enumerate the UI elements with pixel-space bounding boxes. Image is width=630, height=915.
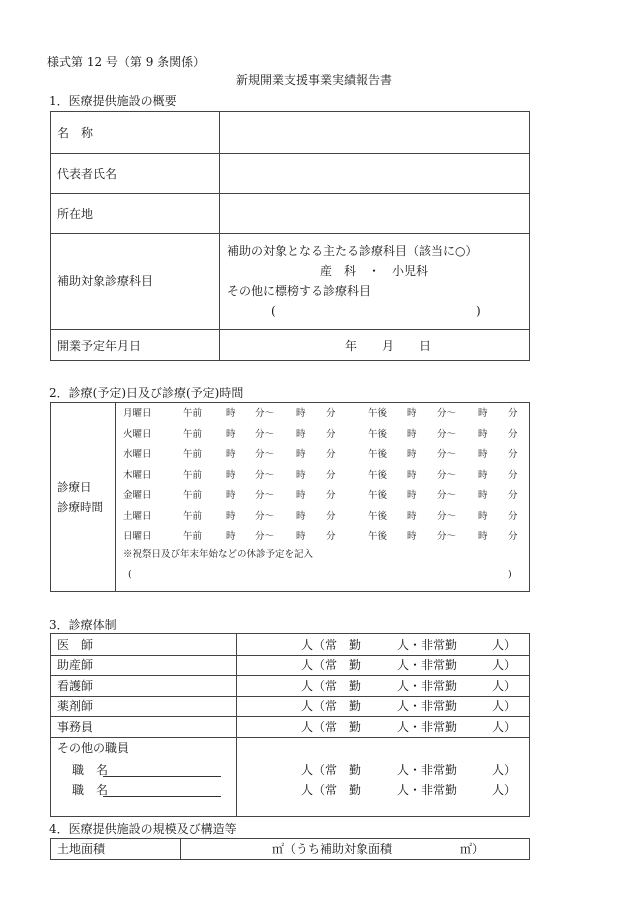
schedule-cell: 分〜 <box>255 469 275 481</box>
date-month: 月 <box>382 339 395 353</box>
schedule-cell: 時 <box>226 469 236 481</box>
schedule-cell: 時 <box>407 428 417 440</box>
page-title: 新規開業支援事業実績報告書 <box>236 73 393 87</box>
subject-paren-open: ( <box>271 304 276 318</box>
schedule-cell: 時 <box>226 408 236 419</box>
facility-name-label: 名 称 <box>57 126 94 140</box>
other-count-1-close: 人） <box>492 763 517 777</box>
staff-count-fulltime: 人（常 勤 <box>301 658 362 672</box>
staff-count-close: 人） <box>492 720 517 734</box>
staff-count-parttime: 人・非常勤 <box>397 699 458 713</box>
schedule-cell: 午前 <box>183 490 203 501</box>
date-year: 年 <box>345 339 358 353</box>
schedule-cell: 時 <box>296 490 306 501</box>
day-label: 月曜日 <box>123 408 152 419</box>
day-label: 水曜日 <box>123 449 152 460</box>
schedule-cell: 午後 <box>368 531 388 542</box>
schedule-cell: 午後 <box>368 469 388 481</box>
other-count-2-close: 人） <box>492 783 517 797</box>
section4-heading: 4．医療提供施設の規模及び構造等 <box>49 822 237 836</box>
schedule-cell: 時 <box>478 408 488 419</box>
schedule-cell: 分 <box>508 449 518 460</box>
schedule-cell: 時 <box>296 510 306 522</box>
schedule-cell: 分 <box>508 428 518 440</box>
schedule-cell: 時 <box>407 469 417 481</box>
schedule-cell: 分 <box>326 490 336 501</box>
other-staff-label: その他の職員 <box>57 741 130 755</box>
schedule-cell: 時 <box>296 428 306 440</box>
schedule-cell: 時 <box>226 428 236 440</box>
other-count-2-person: 人（常 勤 <box>301 783 362 797</box>
staff-role-label: 看護師 <box>57 679 94 693</box>
schedule-cell: 午前 <box>183 531 203 542</box>
staff-count-parttime: 人・非常勤 <box>397 638 458 652</box>
schedule-cell: 午後 <box>368 490 388 501</box>
schedule-cell: 午前 <box>183 428 203 440</box>
schedule-cell: 分〜 <box>437 531 457 542</box>
staff-count-close: 人） <box>492 679 517 693</box>
job-title-label-2: 職 名 <box>72 783 109 797</box>
schedule-cell: 分〜 <box>437 449 457 460</box>
staff-count-close: 人） <box>492 699 517 713</box>
schedule-cell: 分〜 <box>255 408 275 419</box>
schedule-cell: 分 <box>326 510 336 522</box>
schedule-cell: 分〜 <box>437 490 457 501</box>
schedule-cell: 時 <box>478 510 488 522</box>
schedule-cell: 時 <box>478 449 488 460</box>
job-title-line-2 <box>103 796 221 797</box>
schedule-cell: 時 <box>226 449 236 460</box>
subject-paren-close: ) <box>476 304 481 318</box>
holiday-paren-open: ( <box>128 569 132 580</box>
schedule-cell: 時 <box>407 490 417 501</box>
schedule-cell: 時 <box>478 469 488 481</box>
schedule-cell: 分〜 <box>437 510 457 522</box>
schedule-cell: 分〜 <box>255 531 275 542</box>
schedule-cell: 時 <box>296 449 306 460</box>
staff-count-parttime: 人・非常勤 <box>397 658 458 672</box>
staff-role-label: 助産師 <box>57 658 94 672</box>
staff-role-label: 薬剤師 <box>57 699 94 713</box>
section1-heading: 1．医療提供施設の概要 <box>49 94 177 108</box>
staff-count-fulltime: 人（常 勤 <box>301 679 362 693</box>
schedule-cell: 分〜 <box>255 449 275 460</box>
job-title-line-1 <box>103 776 221 777</box>
schedule-cell: 時 <box>226 531 236 542</box>
schedule-cell: 時 <box>296 469 306 481</box>
schedule-cell: 時 <box>407 510 417 522</box>
day-label: 木曜日 <box>123 469 152 481</box>
schedule-cell: 時 <box>407 449 417 460</box>
schedule-cell: 分〜 <box>255 428 275 440</box>
holiday-note: ※祝祭日及び年末年始などの休診予定を記入 <box>123 549 314 560</box>
day-label: 日曜日 <box>123 531 152 542</box>
schedule-cell: 時 <box>226 510 236 522</box>
schedule-cell: 分 <box>508 469 518 481</box>
schedule-cell: 時 <box>407 408 417 419</box>
opening-date-label: 開業予定年月日 <box>57 339 142 353</box>
schedule-cell: 午後 <box>368 449 388 460</box>
staff-count-close: 人） <box>492 658 517 672</box>
subject-main-text: 補助の対象となる主たる診療科目（該当に○） <box>227 244 478 258</box>
staff-count-fulltime: 人（常 勤 <box>301 699 362 713</box>
schedule-cell: 時 <box>478 428 488 440</box>
schedule-cell: 分 <box>326 469 336 481</box>
staff-count-close: 人） <box>492 638 517 652</box>
other-count-1-person: 人（常 勤 <box>301 763 362 777</box>
day-label: 土曜日 <box>123 510 152 522</box>
schedule-cell: 時 <box>296 531 306 542</box>
schedule-cell: 分 <box>326 428 336 440</box>
schedule-cell: 分 <box>326 531 336 542</box>
subject-label: 補助対象診療科目 <box>57 274 154 288</box>
land-area-label: 土地面積 <box>57 842 106 856</box>
schedule-label-hours: 診療時間 <box>57 500 103 514</box>
schedule-cell: 時 <box>478 531 488 542</box>
schedule-cell: 分〜 <box>437 469 457 481</box>
schedule-cell: 分 <box>508 490 518 501</box>
job-title-label-1: 職 名 <box>72 763 109 777</box>
staff-count-parttime: 人・非常勤 <box>397 720 458 734</box>
day-label: 金曜日 <box>123 490 152 501</box>
schedule-cell: 時 <box>407 531 417 542</box>
schedule-cell: 午後 <box>368 428 388 440</box>
subject-options: 産 科 ・ 小児科 <box>320 264 429 278</box>
representative-label: 代表者氏名 <box>57 167 118 181</box>
schedule-cell: 分 <box>508 408 518 419</box>
staff-count-fulltime: 人（常 勤 <box>301 638 362 652</box>
staff-role-label: 医 師 <box>57 638 94 652</box>
schedule-cell: 分 <box>326 449 336 460</box>
schedule-cell: 時 <box>226 490 236 501</box>
land-area-value: ㎡（うち補助対象面積 <box>272 842 393 856</box>
schedule-cell: 分 <box>508 510 518 522</box>
schedule-cell: 分〜 <box>255 490 275 501</box>
date-day: 日 <box>419 339 432 353</box>
address-label: 所在地 <box>57 207 94 221</box>
subject-other-text: その他に標榜する診療科目 <box>227 284 372 298</box>
schedule-cell: 分〜 <box>437 428 457 440</box>
other-count-1-part: 人・非常勤 <box>397 763 458 777</box>
form-number: 様式第 12 号（第 9 条関係） <box>47 55 206 69</box>
schedule-cell: 時 <box>296 408 306 419</box>
section3-heading: 3．診療体制 <box>49 618 117 632</box>
staff-role-label: 事務員 <box>57 720 94 734</box>
day-label: 火曜日 <box>123 428 152 440</box>
section2-heading: 2．診療(予定)日及び診療(予定)時間 <box>49 386 244 400</box>
schedule-cell: 午前 <box>183 408 203 419</box>
schedule-cell: 時 <box>478 490 488 501</box>
schedule-cell: 分〜 <box>255 510 275 522</box>
schedule-cell: 午後 <box>368 510 388 522</box>
other-count-2-part: 人・非常勤 <box>397 783 458 797</box>
schedule-label-days: 診療日 <box>57 480 92 494</box>
land-area-close: ㎡） <box>460 842 485 856</box>
schedule-cell: 午前 <box>183 449 203 460</box>
schedule-cell: 午前 <box>183 469 203 481</box>
schedule-cell: 午後 <box>368 408 388 419</box>
staff-count-fulltime: 人（常 勤 <box>301 720 362 734</box>
schedule-cell: 分 <box>508 531 518 542</box>
schedule-cell: 分〜 <box>437 408 457 419</box>
staff-count-parttime: 人・非常勤 <box>397 679 458 693</box>
schedule-cell: 午前 <box>183 510 203 522</box>
holiday-paren-close: ) <box>508 569 512 580</box>
schedule-cell: 分 <box>326 408 336 419</box>
